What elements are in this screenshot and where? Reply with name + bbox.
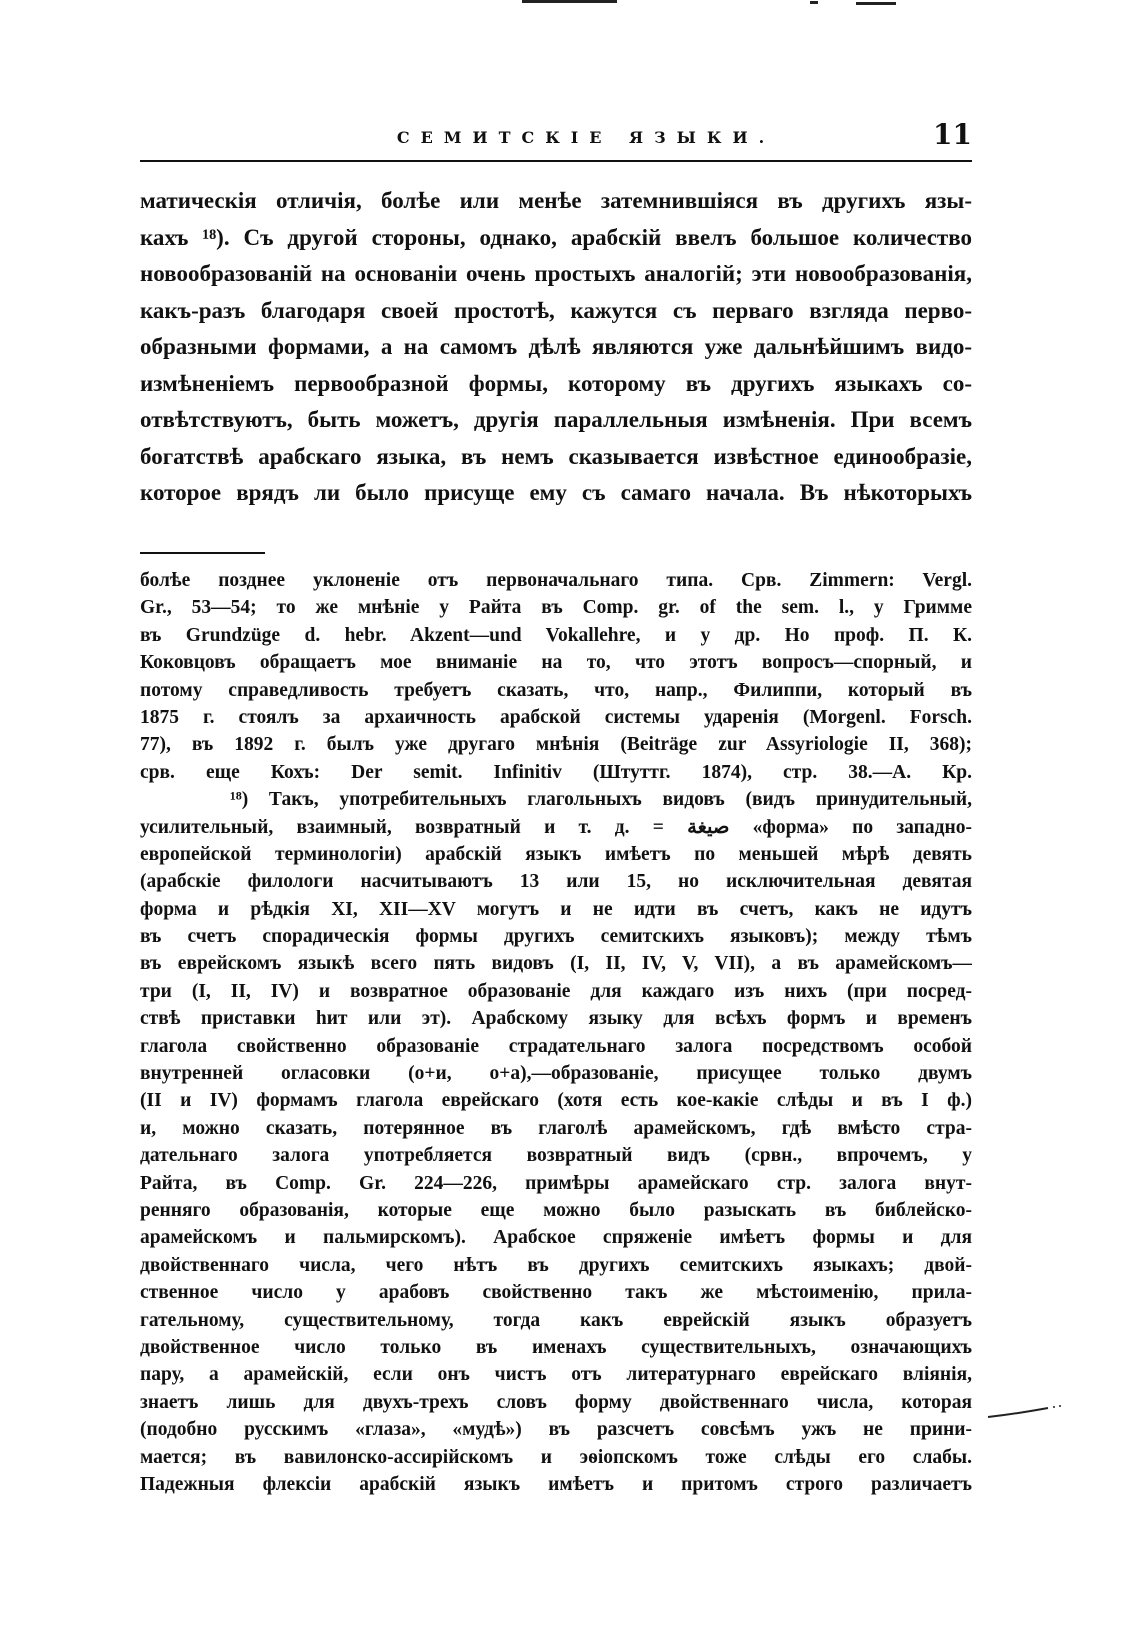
footnote-line: ственное число у арабовъ свойственно такъ же мѣстоименію, прила- xyxy=(140,1282,972,1304)
footnote-line: гательному, существительному, тогда какъ еврейскій языкъ образуетъ xyxy=(140,1309,972,1331)
main-text-line: отвѣтствуютъ, быть можетъ, другія параллельныя измѣненія. При всемъ xyxy=(140,407,972,432)
footnote-line: знаетъ лишь для двухъ-трехъ словъ форму двойственнаго числа, которая xyxy=(140,1391,972,1413)
footnote-18 xyxy=(140,786,972,1498)
footnote-line: (арабскіе филологи насчитываютъ 13 или 15, но исключительная девятая xyxy=(140,871,972,893)
footnote-line: (II и IV) формамъ глагола еврейскаго (хотя есть кое-какіе слѣды и въ I ф.) xyxy=(140,1090,972,1112)
main-text-line: матическія отличія, болѣе или менѣе затемнившіяся въ другихъ язы- xyxy=(140,188,972,213)
footnote-separator xyxy=(140,552,265,554)
footnote-line: усилительный, взаимный, возвратный и т. д. = صيغة «форма» по западно- xyxy=(140,816,972,838)
footnote-line: 77), въ 1892 г. былъ уже другаго мнѣнія (Beiträge zur Assyriologie II, 368); xyxy=(140,734,972,756)
running-title: СЕМИТСКІЕ ЯЗЫКИ. xyxy=(396,128,776,147)
footnote-line: въ еврейскомъ языкѣ всего пять видовъ (I, II, IV, V, VII), а въ арамейскомъ— xyxy=(140,953,972,975)
footnote-line: срв. еще Кохъ: Der semit. Infinitiv (Штуттг. 1874), стр. 38.—А. Кр. xyxy=(140,761,972,783)
footnote-line: арамейскомъ и пальмирскомъ). Арабское спряженіе имѣетъ формы и для xyxy=(140,1227,972,1249)
footnote-line: въ Grundzüge d. hebr. Akzent—und Vokallehre, и у др. Но проф. П. К. xyxy=(140,624,972,646)
footnote-line: потому справедливость требуетъ сказать, что, напр., Филиппи, который въ xyxy=(140,679,972,701)
footnotes-block xyxy=(140,567,972,1498)
main-text-line: какъ-разъ благодаря своей простотѣ, кажутся съ перваго взгляда перво- xyxy=(140,297,972,323)
main-text-line: измѣненіемъ первообразной формы, которому въ другихъ языкахъ со- xyxy=(140,370,972,396)
footnote-line: болѣе позднее уклоненіе отъ первоначальнаго типа. Срв. Zimmern: Vergl. xyxy=(140,570,972,591)
page-header xyxy=(140,118,972,160)
page-number: 11 xyxy=(933,118,972,151)
footnote-line: двойственное число только въ именахъ существительныхъ, означающихъ xyxy=(140,1336,972,1358)
footnote-line: внутренней огласовки (о+и, о+а),—образованіе, присущее только двумъ xyxy=(140,1063,972,1085)
footnote-line: (подобно русскимъ «глаза», «мудѣ») въ разсчетъ совсѣмъ ужъ не прини- xyxy=(140,1419,972,1441)
footnote-line: глагола свойственно образованіе страдательнаго залога посредствомъ особой xyxy=(140,1035,972,1057)
footnote-line: дательнаго залога употребляется возвратный видъ (срвн., впрочемъ, у xyxy=(140,1145,972,1167)
footnote-line: форма и рѣдкія XI, XII—XV могутъ и не идти въ счетъ, какъ не идутъ xyxy=(140,898,972,920)
footnote-line: ренняго образованія, которые еще можно было разыскать въ библейско- xyxy=(140,1199,972,1221)
footnote-line: Gr., 53—54; то же мнѣніе у Райта въ Comp. gr. of the sem. l., у Гримме xyxy=(140,597,972,619)
margin-pencil-mark xyxy=(986,1403,1066,1423)
footnote-line: 1875 г. стоялъ за архаичность арабской системы ударенія (Morgenl. Forsch. xyxy=(140,706,972,728)
main-text-line: которое врядъ ли было присуще ему съ самаго начала. Въ нѣкоторыхъ xyxy=(140,480,972,505)
footnote-line: пару, а арамейскій, если онъ чистъ отъ литературнаго еврейскаго вліянія, xyxy=(140,1364,972,1386)
footnote-line: въ счетъ спорадическія формы другихъ семитскихъ языковъ); между тѣмъ xyxy=(140,926,972,948)
footnote-line: ствѣ приставки hит или эт). Арабскому языку для всѣхъ формъ и временъ xyxy=(140,1008,972,1030)
main-text-line: кахъ ¹⁸). Съ другой стороны, однако, арабскій ввелъ большое количество xyxy=(140,224,972,250)
footnote-line: ¹⁸) Такъ, употребительныхъ глагольныхъ видовъ (видъ принудительный, xyxy=(230,789,972,811)
main-text-line: новообразованій на основаніи очень простыхъ аналогій; эти новообразованія, xyxy=(140,261,972,286)
main-text-block xyxy=(140,183,972,512)
footnote-line: двойственнаго числа, чего нѣтъ въ другихъ семитскихъ языкахъ; двой- xyxy=(140,1254,972,1276)
main-text-line: образными формами, а на самомъ дѣлѣ являются уже дальнѣйшимъ видо- xyxy=(140,334,972,359)
footnote-line: Коковцовъ обращаетъ мое вниманіе на то, что этотъ вопросъ—спорный, и xyxy=(140,652,972,674)
footnote-line: три (I, II, IV) и возвратное образованіе для каждаго изъ нихъ (при посред- xyxy=(140,980,972,1002)
footnote-line: и, можно сказать, потерянное въ глаголѣ арамейскомъ, гдѣ вмѣсто стра- xyxy=(140,1117,972,1139)
footnote-line: Падежныя флексіи арабскій языкъ имѣетъ и притомъ строго различаетъ xyxy=(140,1473,972,1495)
main-text-line: богатствѣ арабскаго языка, въ немъ сказывается извѣстное единообразіе, xyxy=(140,443,972,469)
top-scan-marks xyxy=(470,0,970,6)
footnote-line: мается; въ вавилонско-ассирійскомъ и эѳіопскомъ тоже слѣды его слабы. xyxy=(140,1446,972,1468)
footnote-line: европейской терминологіи) арабскій языкъ имѣетъ по меньшей мѣрѣ девять xyxy=(140,843,972,865)
footnote-line: Райта, въ Comp. Gr. 224—226, примѣры арамейскаго стр. залога внут- xyxy=(140,1172,972,1194)
footnote-17-continuation xyxy=(140,567,972,786)
header-rule xyxy=(140,160,972,162)
